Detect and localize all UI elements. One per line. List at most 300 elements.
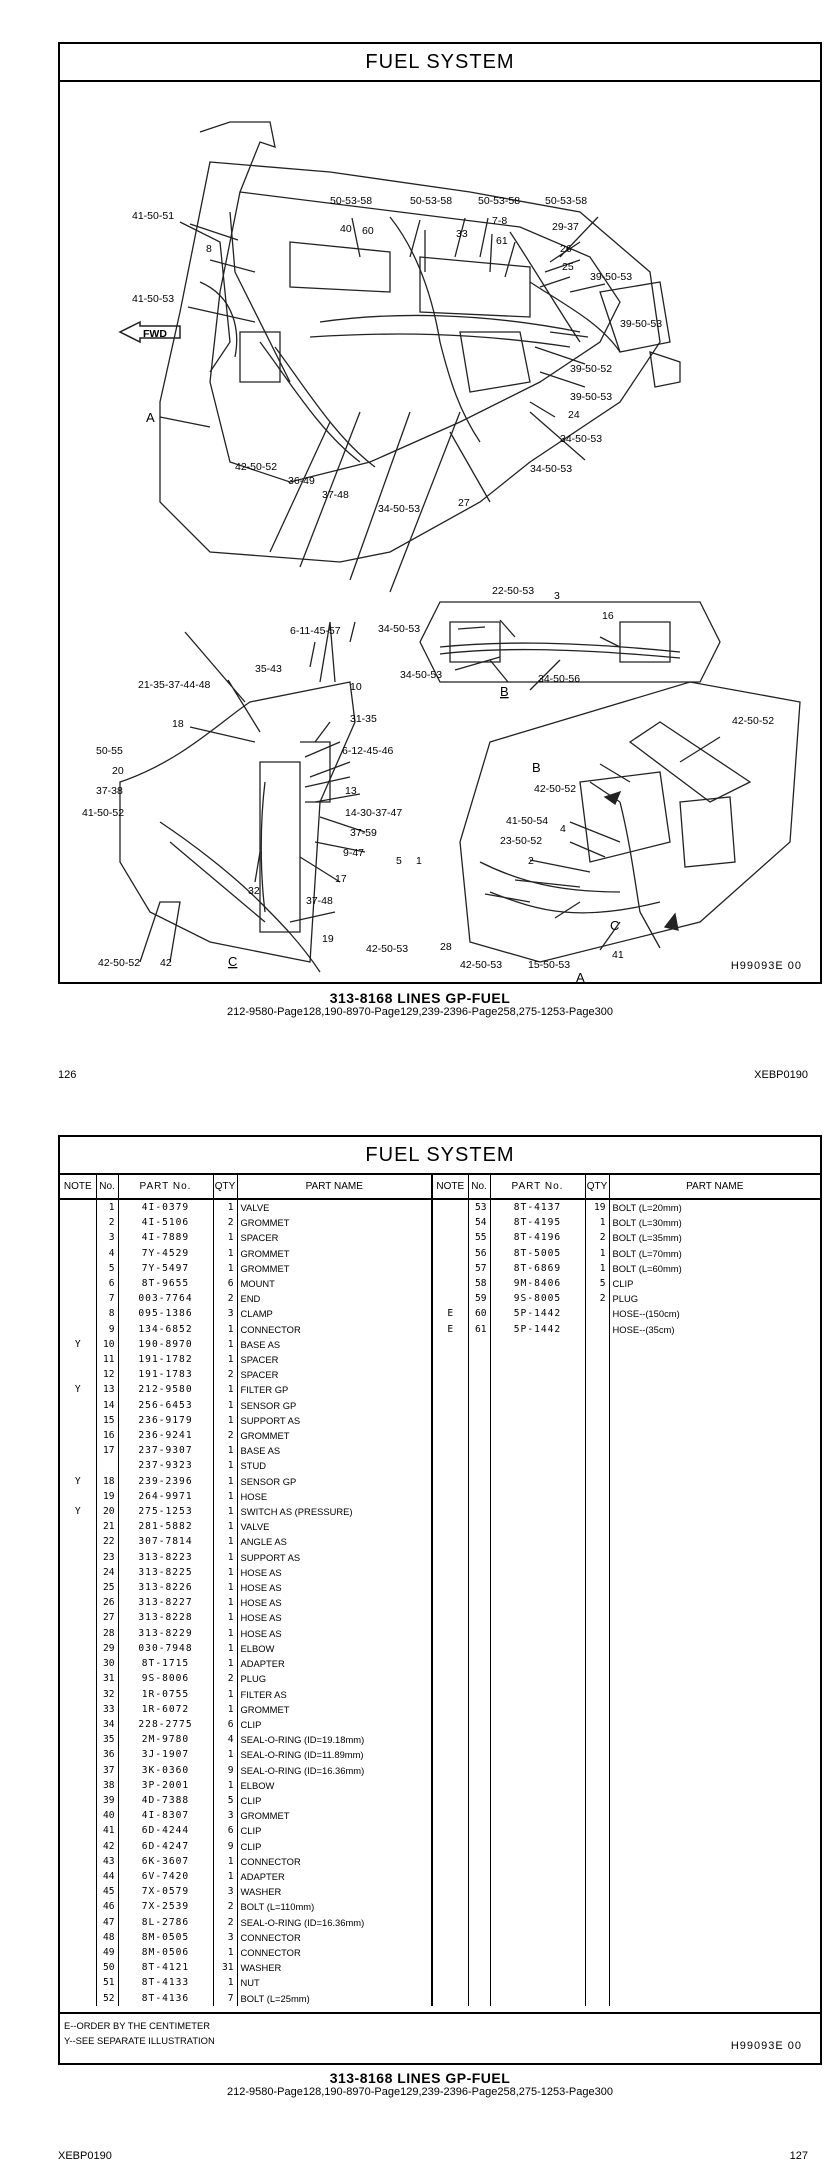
- cell-note: [60, 1717, 96, 1732]
- cell-name: BASE AS: [237, 1443, 432, 1458]
- cell-note: [432, 1687, 468, 1702]
- cell-name: GROMMET: [237, 1246, 432, 1261]
- cell-note: [60, 1991, 96, 2006]
- callout: 41-50-54: [506, 815, 549, 827]
- cell-name: CONNECTOR: [237, 1945, 432, 1960]
- fuel-system-illustration: [60, 82, 820, 982]
- callout: 22-50-53: [492, 585, 535, 597]
- cell-no: [468, 1884, 490, 1899]
- cell-no: [468, 1565, 490, 1580]
- table-row: [60, 1352, 820, 1367]
- cell-name: [609, 1565, 820, 1580]
- table-row: [60, 1641, 820, 1656]
- cell-part-no: [490, 1352, 585, 1367]
- cell-no: [468, 1975, 490, 1990]
- cell-note: [432, 1382, 468, 1397]
- cell-note: [432, 1291, 468, 1306]
- cell-part-no: [490, 1899, 585, 1914]
- cell-name: [609, 1793, 820, 1808]
- cell-qty: 2: [213, 1671, 237, 1686]
- cell-part-no: 313-8223: [118, 1550, 213, 1565]
- cell-name: [609, 1854, 820, 1869]
- cell-qty: 6: [213, 1823, 237, 1838]
- cell-part-no: [490, 1930, 585, 1945]
- cell-note: [432, 1246, 468, 1261]
- table-row: [60, 1610, 820, 1625]
- cell-note: [60, 1884, 96, 1899]
- cell-part-no: [490, 1413, 585, 1428]
- cell-qty: 5: [585, 1276, 609, 1291]
- cell-name: [609, 1747, 820, 1762]
- cell-qty: 1: [585, 1246, 609, 1261]
- cell-note: [432, 1519, 468, 1534]
- cell-no: 9: [96, 1322, 118, 1337]
- cell-name: [609, 1884, 820, 1899]
- table-row: [60, 1367, 820, 1382]
- cell-qty: 1: [213, 1610, 237, 1625]
- cell-note: [432, 1398, 468, 1413]
- cell-note: [432, 1413, 468, 1428]
- cell-no: [468, 1398, 490, 1413]
- cell-qty: [585, 1747, 609, 1762]
- cell-name: CLIP: [237, 1793, 432, 1808]
- cell-no: 33: [96, 1702, 118, 1717]
- cell-qty: 7: [213, 1991, 237, 2006]
- cell-qty: 1: [213, 1322, 237, 1337]
- table-row: [60, 1763, 820, 1778]
- cell-note: [432, 1671, 468, 1686]
- cell-no: 23: [96, 1550, 118, 1565]
- cell-note: [432, 1352, 468, 1367]
- cell-note: [60, 1702, 96, 1717]
- cell-name: CONNECTOR: [237, 1930, 432, 1945]
- table-row: [60, 1778, 820, 1793]
- table-row: [60, 1975, 820, 1990]
- callout: 37-48: [306, 895, 333, 907]
- table-row: [60, 1717, 820, 1732]
- cell-name: [609, 1808, 820, 1823]
- col-header-part-name: PART NAME: [609, 1175, 820, 1199]
- cell-no: 24: [96, 1565, 118, 1580]
- callout: 26: [560, 243, 572, 255]
- cell-no: 46: [96, 1899, 118, 1914]
- cell-name: [609, 1930, 820, 1945]
- cell-qty: 1: [213, 1337, 237, 1352]
- callout: FWD: [143, 328, 167, 340]
- note-y: Y--SEE SEPARATE ILLUSTRATION: [64, 2035, 215, 2046]
- callout: 2: [528, 855, 534, 867]
- cell-no: 3: [96, 1230, 118, 1245]
- cell-no: 55: [468, 1230, 490, 1245]
- cell-note: [60, 1291, 96, 1306]
- parts-table: [60, 1175, 820, 2006]
- cell-part-no: 9S-8006: [118, 1671, 213, 1686]
- table-row: [60, 1428, 820, 1443]
- cell-part-no: 7X-0579: [118, 1884, 213, 1899]
- cell-no: 57: [468, 1261, 490, 1276]
- cell-note: [60, 1550, 96, 1565]
- cell-name: BOLT (L=35mm): [612, 1232, 682, 1244]
- callout: 50-53-58: [410, 195, 453, 207]
- cell-part-no: 8T-4121: [118, 1960, 213, 1975]
- callout: 14-30-37-47: [345, 807, 403, 819]
- cell-part-no: [490, 1458, 585, 1473]
- table-row: [60, 1413, 820, 1428]
- cell-name: SENSOR GP: [237, 1474, 432, 1489]
- cell-name: [609, 1550, 820, 1565]
- cell-no: [468, 1732, 490, 1747]
- cell-note: [432, 1641, 468, 1656]
- cell-no: [468, 1930, 490, 1945]
- cell-part-no: [490, 1337, 585, 1352]
- cell-qty: 1: [213, 1534, 237, 1549]
- cell-note: [432, 1199, 468, 1215]
- cell-name: [609, 1337, 820, 1352]
- cell-qty: 1: [213, 1246, 237, 1261]
- table-row: [60, 1215, 820, 1230]
- cell-qty: [585, 1763, 609, 1778]
- cell-note: [432, 1991, 468, 2006]
- callout: 42-50-52: [732, 715, 775, 727]
- cell-name: FILTER GP: [237, 1382, 432, 1397]
- cell-part-no: 8L-2786: [118, 1915, 213, 1930]
- cell-note: [432, 1975, 468, 1990]
- callout: 7-8: [492, 215, 508, 227]
- cell-note: [432, 1626, 468, 1641]
- cell-name: [609, 1975, 820, 1990]
- cell-qty: 1: [213, 1474, 237, 1489]
- cell-qty: 6: [213, 1717, 237, 1732]
- cell-no: 51: [96, 1975, 118, 1990]
- cell-no: 18: [96, 1474, 118, 1489]
- cell-note: E: [432, 1322, 468, 1337]
- col-header-part-no: PART No.: [118, 1175, 213, 1199]
- cell-part-no: [490, 1915, 585, 1930]
- cell-no: 53: [468, 1199, 490, 1215]
- cell-note: [60, 1975, 96, 1990]
- cell-note: [60, 1641, 96, 1656]
- cell-part-no: [490, 1717, 585, 1732]
- table-caption: [0, 2070, 840, 2098]
- cell-no: 10: [96, 1337, 118, 1352]
- cell-no: [468, 1899, 490, 1914]
- cell-part-no: 3J-1907: [118, 1747, 213, 1762]
- callout: 60: [362, 225, 374, 237]
- callout: 25: [562, 261, 574, 273]
- cell-no: 20: [96, 1504, 118, 1519]
- cell-part-no: 134-6852: [118, 1322, 213, 1337]
- cell-qty: [585, 1413, 609, 1428]
- table-row: [60, 1534, 820, 1549]
- cell-note: [432, 1534, 468, 1549]
- cell-name: [609, 1641, 820, 1656]
- cell-note: [60, 1199, 96, 1215]
- cell-no: [468, 1367, 490, 1382]
- callout: 3: [554, 590, 560, 602]
- cell-part-no: [490, 1732, 585, 1747]
- cell-part-no: [490, 1580, 585, 1595]
- cell-name: BOLT (L=60mm): [612, 1262, 682, 1274]
- cell-no: [468, 1717, 490, 1732]
- cell-note: [432, 1215, 468, 1230]
- cell-part-no: 8T-9655: [118, 1276, 213, 1291]
- cell-qty: 1: [213, 1778, 237, 1793]
- cell-part-no: 030-7948: [118, 1641, 213, 1656]
- cell-qty: [585, 1641, 609, 1656]
- cell-no: 25: [96, 1580, 118, 1595]
- cell-name: CLIP: [237, 1839, 432, 1854]
- cell-note: [432, 1915, 468, 1930]
- cell-no: 47: [96, 1915, 118, 1930]
- cell-no: 14: [96, 1398, 118, 1413]
- callout: A: [576, 970, 585, 982]
- cell-name: BOLT (L=20mm): [612, 1202, 682, 1213]
- cell-note: [432, 1945, 468, 1960]
- cell-part-no: 256-6453: [118, 1398, 213, 1413]
- table-row: [60, 1945, 820, 1960]
- cell-note: [432, 1899, 468, 1914]
- cell-no: [468, 1337, 490, 1352]
- cell-no: [468, 1854, 490, 1869]
- table-row: [60, 1306, 820, 1321]
- cell-qty: 1: [213, 1580, 237, 1595]
- cell-name: GROMMET: [237, 1261, 432, 1276]
- callout: 36-49: [288, 475, 315, 487]
- table-notes: [60, 2012, 820, 2052]
- cell-name: SWITCH AS (PRESSURE): [237, 1504, 432, 1519]
- callout: 20: [112, 765, 124, 777]
- cell-qty: 2: [213, 1291, 237, 1306]
- callout: 39-50-53: [570, 391, 613, 403]
- cell-no: [468, 1504, 490, 1519]
- cell-qty: [585, 1687, 609, 1702]
- page-title: FUEL SYSTEM: [60, 44, 820, 82]
- cell-qty: 1: [213, 1854, 237, 1869]
- cell-no: [468, 1671, 490, 1686]
- cell-no: [468, 1656, 490, 1671]
- cell-part-no: [490, 1975, 585, 1990]
- cell-name: [609, 1778, 820, 1793]
- cell-no: 29: [96, 1641, 118, 1656]
- cell-part-no: 6V-7420: [118, 1869, 213, 1884]
- cell-name: HOSE AS: [237, 1626, 432, 1641]
- callout: 1: [416, 855, 422, 867]
- table-row: [60, 1199, 820, 1215]
- cell-part-no: 4I-5106: [118, 1215, 213, 1230]
- callout: 9-47: [343, 847, 365, 859]
- cell-note: [60, 1915, 96, 1930]
- illustration-frame: [58, 42, 822, 984]
- callout: 41: [612, 949, 624, 961]
- cell-part-no: [490, 1595, 585, 1610]
- cell-part-no: 8M-0505: [118, 1930, 213, 1945]
- cell-qty: [585, 1306, 609, 1321]
- cell-no: 54: [468, 1215, 490, 1230]
- cell-name: [609, 1899, 820, 1914]
- cell-name: [609, 1991, 820, 2006]
- cell-no: 56: [468, 1246, 490, 1261]
- cell-no: 1: [96, 1199, 118, 1215]
- cell-no: 40: [96, 1808, 118, 1823]
- cell-name: [609, 1382, 820, 1397]
- table-row: [60, 1899, 820, 1914]
- cell-qty: 3: [213, 1808, 237, 1823]
- cell-note: [432, 1367, 468, 1382]
- page-title: FUEL SYSTEM: [60, 1137, 820, 1175]
- cell-part-no: 6D-4244: [118, 1823, 213, 1838]
- cell-note: [60, 1808, 96, 1823]
- col-header-no: No.: [468, 1175, 490, 1199]
- cell-part-no: [490, 1489, 585, 1504]
- cell-name: [609, 1595, 820, 1610]
- cell-qty: [585, 1717, 609, 1732]
- cell-no: [468, 1823, 490, 1838]
- cell-no: 35: [96, 1732, 118, 1747]
- col-header-part-no: PART No.: [490, 1175, 585, 1199]
- cell-part-no: [490, 1610, 585, 1625]
- table-row: [60, 1489, 820, 1504]
- callout: 34-50-53: [560, 433, 603, 445]
- cell-part-no: 6K-3607: [118, 1854, 213, 1869]
- cell-no: [468, 1534, 490, 1549]
- cell-qty: 2: [213, 1915, 237, 1930]
- cell-name: GROMMET: [237, 1808, 432, 1823]
- cell-qty: 1: [213, 1565, 237, 1580]
- table-row: [60, 1991, 820, 2006]
- cell-no: [468, 1793, 490, 1808]
- cell-part-no: 191-1782: [118, 1352, 213, 1367]
- cell-qty: [585, 1991, 609, 2006]
- cell-note: [60, 1626, 96, 1641]
- cell-name: [609, 1504, 820, 1519]
- cell-note: [60, 1413, 96, 1428]
- cell-qty: [585, 1869, 609, 1884]
- cell-note: Y: [60, 1474, 96, 1489]
- callout: 42-50-52: [534, 783, 577, 795]
- callout: 50-53-58: [330, 195, 373, 207]
- cell-note: [60, 1839, 96, 1854]
- cell-name: END: [237, 1291, 432, 1306]
- cell-qty: [585, 1382, 609, 1397]
- cell-no: 11: [96, 1352, 118, 1367]
- cell-part-no: 2M-9780: [118, 1732, 213, 1747]
- table-row: [60, 1839, 820, 1854]
- note-e: E--ORDER BY THE CENTIMETER: [64, 2020, 211, 2031]
- table-row: [60, 1519, 820, 1534]
- cell-part-no: [490, 1550, 585, 1565]
- cell-qty: [585, 1550, 609, 1565]
- cell-qty: [585, 1899, 609, 1914]
- cell-name: BOLT (L=70mm): [612, 1247, 682, 1259]
- cell-note: [432, 1869, 468, 1884]
- table-row: [60, 1960, 820, 1975]
- cell-part-no: 8T-4137: [490, 1199, 585, 1215]
- cell-part-no: 7X-2539: [118, 1899, 213, 1914]
- cell-qty: [585, 1428, 609, 1443]
- cell-no: 59: [468, 1291, 490, 1306]
- table-row: [60, 1823, 820, 1838]
- cell-qty: 9: [213, 1839, 237, 1854]
- cell-part-no: 191-1783: [118, 1367, 213, 1382]
- cell-qty: 1: [213, 1641, 237, 1656]
- cell-part-no: 3P-2001: [118, 1778, 213, 1793]
- cell-name: VALVE: [237, 1199, 432, 1215]
- parts-table-body: [60, 1199, 820, 2006]
- cell-note: [432, 1778, 468, 1793]
- cell-qty: 5: [213, 1793, 237, 1808]
- cell-part-no: 275-1253: [118, 1504, 213, 1519]
- cell-qty: 1: [213, 1261, 237, 1276]
- cell-qty: [585, 1367, 609, 1382]
- cell-note: [60, 1747, 96, 1762]
- callout: 42-50-52: [98, 957, 141, 969]
- callout: B: [532, 760, 541, 775]
- cell-no: 19: [96, 1489, 118, 1504]
- cell-note: [432, 1489, 468, 1504]
- cell-note: [432, 1504, 468, 1519]
- cell-note: [60, 1656, 96, 1671]
- table-row: [60, 1398, 820, 1413]
- table-row: [60, 1626, 820, 1641]
- table-row: [60, 1595, 820, 1610]
- cell-no: [468, 1595, 490, 1610]
- cell-qty: 2: [213, 1367, 237, 1382]
- cell-no: [468, 1702, 490, 1717]
- cell-part-no: 281-5882: [118, 1519, 213, 1534]
- cell-note: [60, 1261, 96, 1276]
- cell-qty: 1: [585, 1261, 609, 1276]
- table-row: [60, 1504, 820, 1519]
- callout: 16: [602, 610, 614, 622]
- cell-qty: [585, 1337, 609, 1352]
- cell-qty: 31: [213, 1960, 237, 1975]
- cell-name: SPACER: [237, 1230, 432, 1245]
- cell-qty: [585, 1610, 609, 1625]
- cell-qty: 1: [213, 1656, 237, 1671]
- cell-part-no: 9S-8005: [490, 1291, 585, 1306]
- cell-part-no: 5P-1442: [490, 1322, 585, 1337]
- cell-qty: 1: [213, 1489, 237, 1504]
- cell-note: [60, 1398, 96, 1413]
- table-row: [60, 1261, 820, 1276]
- page-number: 127: [789, 2150, 808, 2162]
- callout: 41-50-53: [132, 293, 175, 305]
- callout: 34-50-53: [378, 623, 421, 635]
- cell-note: [60, 1793, 96, 1808]
- cell-name: [609, 1869, 820, 1884]
- cell-part-no: [490, 1884, 585, 1899]
- cell-name: ELBOW: [237, 1641, 432, 1656]
- cell-name: HOSE AS: [237, 1610, 432, 1625]
- cell-qty: 1: [213, 1458, 237, 1473]
- cell-qty: [585, 1915, 609, 1930]
- cell-part-no: 6D-4247: [118, 1839, 213, 1854]
- callout: 61: [496, 235, 508, 247]
- cell-no: 48: [96, 1930, 118, 1945]
- col-header-note: NOTE: [432, 1175, 468, 1199]
- cell-qty: 1: [213, 1519, 237, 1534]
- cell-qty: 1: [213, 1443, 237, 1458]
- cell-part-no: 313-8227: [118, 1595, 213, 1610]
- cell-qty: [585, 1839, 609, 1854]
- cell-name: [609, 1443, 820, 1458]
- cell-part-no: [490, 1778, 585, 1793]
- callout: 39-50-53: [620, 318, 663, 330]
- cell-part-no: [490, 1945, 585, 1960]
- cell-note: E: [432, 1306, 468, 1321]
- cell-part-no: [490, 1808, 585, 1823]
- cell-part-no: [490, 1382, 585, 1397]
